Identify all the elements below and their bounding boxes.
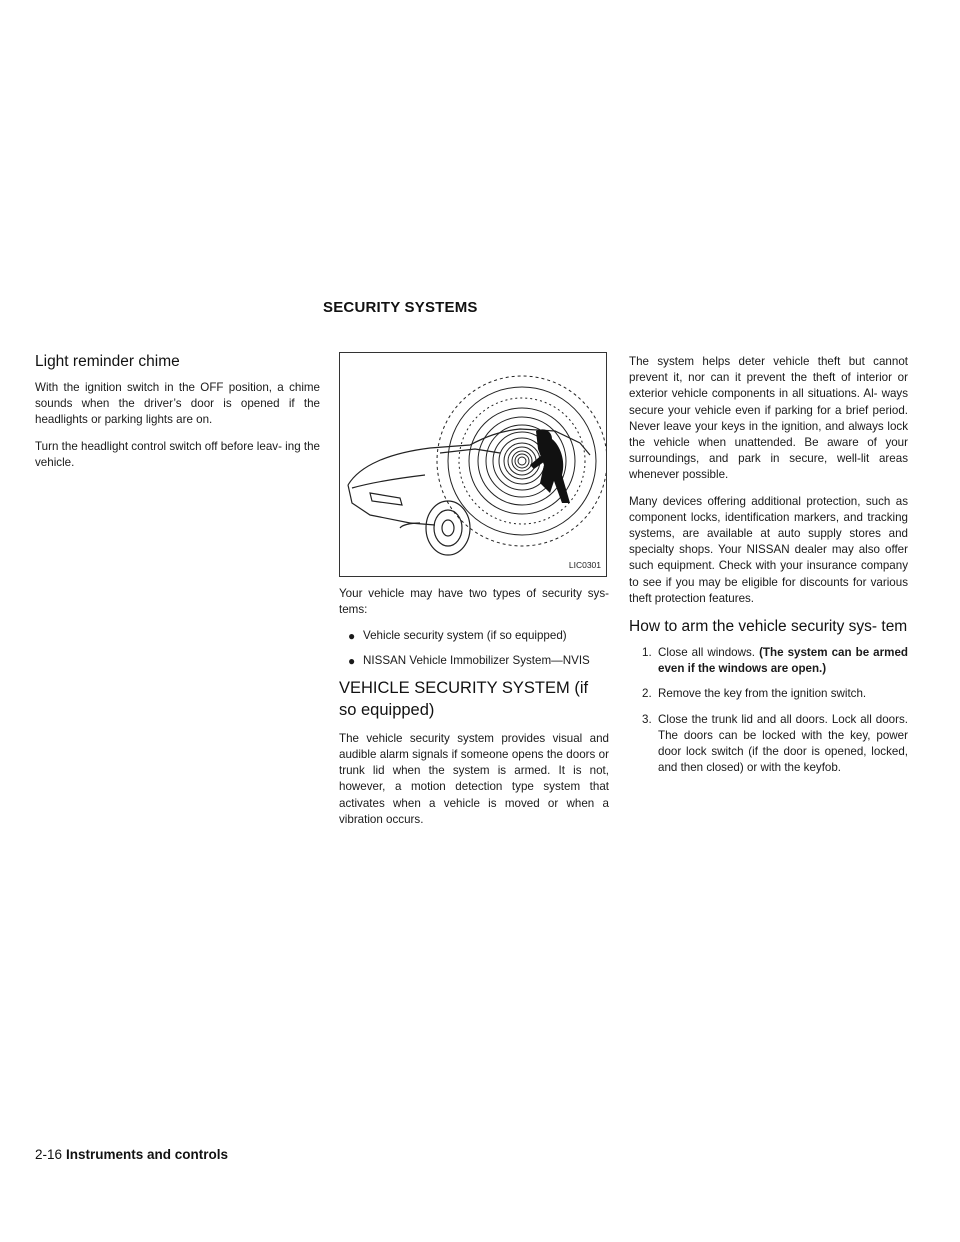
figure-label: LIC0301: [568, 559, 601, 570]
left-paragraph-1: With the ignition switch in the OFF position, a chime sounds when the driver’s door is opened if the headlights or parking lights are on.: [35, 381, 320, 427]
right-paragraph-2: Many devices offering additional protection, such as component locks, identification markers, and tracking systems, are available at auto supply stores and specialty shops. Your NISSAN dealer may also offer such equipment. Check with your insurance company to see if you may be eligible for discounts for various theft protection features.: [629, 494, 908, 605]
bullet-icon: ●: [348, 629, 356, 644]
vehicle-security-heading: VEHICLE SECURITY SYSTEM (if so equipped): [339, 678, 589, 719]
list-item: 3. Close the trunk lid and all doors. Lock all doors. The doors can be locked with the key, power door lock switch (if the door is opened, locked, and then closed) or with the keyfob.: [642, 712, 908, 775]
right-paragraph-1: The system helps deter vehicle theft but cannot prevent it, nor can it prevent the theft of interior or exterior vehicle components in all situations. Al- ways secure your vehicle even if parking for a brief period. Never leave your keys in the ignition, and always lock the vehicle when unattended. Be aware of your surroundings, and park in secure, well-lit areas whenever possible.: [629, 355, 908, 482]
page-footer: [35, 1147, 228, 1162]
security-illustration: [339, 352, 607, 577]
security-types-list: [339, 628, 609, 668]
middle-column: [339, 352, 609, 838]
light-reminder-heading: Light reminder chime: [35, 353, 180, 370]
left-paragraph-2: Turn the headlight control switch off before leav- ing the vehicle.: [35, 439, 320, 469]
car-intruder-illustration: [340, 353, 606, 576]
list-item: ● Vehicle security system (if so equipped): [348, 629, 567, 644]
bullet-icon: ●: [348, 653, 356, 668]
section-title: SECURITY SYSTEMS: [323, 299, 478, 316]
arm-steps-list: [629, 645, 908, 776]
list-item: 1. Close all windows. (The system can be armed even if the windows are open.): [642, 646, 908, 676]
list-item: 2. Remove the key from the ignition switch.: [642, 687, 867, 701]
right-column: [629, 354, 908, 785]
security-types-intro: Your vehicle may have two types of security sys- tems:: [339, 587, 609, 617]
arm-system-heading: How to arm the vehicle security sys- tem: [629, 618, 908, 636]
page-number: 2-16: [35, 1147, 63, 1162]
left-column: [35, 352, 320, 481]
vehicle-security-paragraph: The vehicle security system provides visual and audible alarm signals if someone opens the doors or trunk lid when the system is armed. It is not, however, a motion detection type system that activates when a vehicle is moved or when a vibration occurs.: [339, 731, 609, 826]
list-item: ● NISSAN Vehicle Immobilizer System—NVIS: [348, 653, 590, 668]
chapter-title: Instruments and controls: [66, 1147, 229, 1162]
